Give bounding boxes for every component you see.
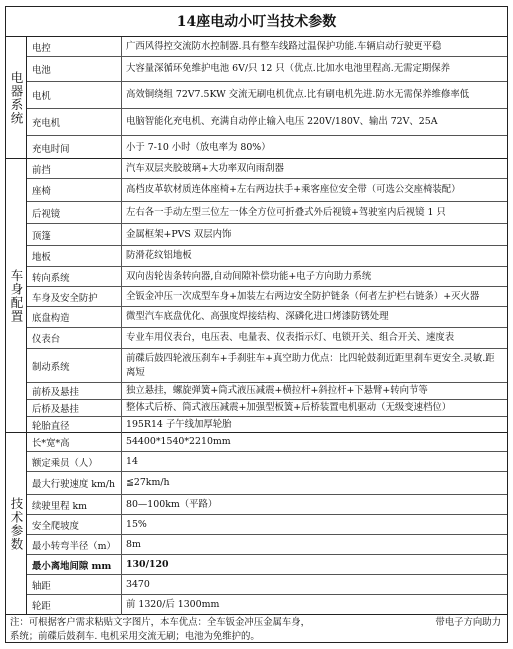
table-row: 轮距 前 1320/后 1300mm <box>27 595 507 615</box>
table-row: 续驶里程 km 80—100km（平路） <box>27 495 507 515</box>
table-row: 轮胎直径 195R14 子午线加厚轮胎 <box>27 417 507 433</box>
section-tech-params <box>6 433 507 615</box>
document-title: 14座电动小叮当技术参数 <box>6 7 507 37</box>
section-label: 车身配置 <box>6 159 27 432</box>
table-row: 额定乘员（人） 14 <box>27 452 507 472</box>
footnote <box>6 615 507 644</box>
footnote-line1: 注：可根据客户需求粘贴文字图片，本车优点：全车钣金冲压金属车身， <box>10 617 311 628</box>
table-row: 电机 高效铜绕组 72V7.5KW 交流无刷电机优点.比有刷电机先进.防水无需保养维修率低 <box>27 82 507 109</box>
table-row: 长*宽*高 54400*1540*2210mm <box>27 433 507 452</box>
table-row: 电池 大容量深循环免维护电池 6V/只 12 只（优点.比加水电池里程高.无需定期保养 <box>27 57 507 82</box>
section-label: 技术参数 <box>6 433 27 614</box>
table-row: 顶篷 金属框架+PVS 双层内饰 <box>27 224 507 246</box>
table-row: 制动系统 前碟后鼓四轮液压刹车+手刹驻车+真空助力优点：比四轮鼓刹近距里刹车更安全.灵敏.距离短 <box>27 349 507 383</box>
table-row: 充电机 电脑智能化充电机、充满自动停止输入电压 220V/180V、输出 72V、25A <box>27 109 507 136</box>
section-body-config <box>6 159 507 433</box>
table-row: 最小转弯半径（m） 8m <box>27 535 507 555</box>
table-row: 充电时间 小于 7-10 小时（放电率为 80%） <box>27 136 507 159</box>
spec-sheet <box>5 6 508 643</box>
table-row: 后桥及悬挂 整体式后桥、筒式液压减震+加强型板簧+后桥装置电机驱动（无级变速档位） <box>27 400 507 417</box>
table-row: 底盘构造 微型汽车底盘优化、高强度焊接结构、深磷化进口烤漆防锈处理 <box>27 307 507 328</box>
table-row: 座椅 高档皮革软材质连体座椅+左右两边扶手+乘客座位安全带（可选公交座椅装配） <box>27 179 507 202</box>
footnote-line2: 系统；前碟后鼓刹车. 电机采用交流无刷；电池为免维护的。 <box>10 631 260 642</box>
section-label: 电器系统 <box>6 37 27 158</box>
table-row: 轴距 3470 <box>27 575 507 595</box>
table-row: 安全爬坡度 15% <box>27 515 507 535</box>
section-electrical <box>6 37 507 159</box>
table-row: 后视镜 左右各一手动左型三位左一体全方位可折叠式外后视镜+驾驶室内后视镜 1 只 <box>27 202 507 224</box>
table-row: 地板 防滑花纹铝地板 <box>27 246 507 267</box>
table-row: 仪表台 专业车用仪表台，电压表、电量表、仪表指示灯、电锁开关、组合开关、速度表 <box>27 328 507 349</box>
table-row: 前桥及悬挂 独立悬挂，螺旋弹簧+筒式液压减震+横拉杆+斜拉杆+下悬臂+转向节等 <box>27 383 507 400</box>
table-row: 最大行驶速度 km/h ≦27km/h <box>27 472 507 495</box>
table-row: 车身及安全防护 全钣金冲压一次成型车身+加装左右两边安全防护链条（何者左护栏右链条）+灭火器 <box>27 287 507 307</box>
table-row: 最小离地间隙 mm 130/120 <box>27 555 507 575</box>
table-row: 电控 广西风得控交流防水控制器.具有整车线路过温保护功能.车辆启动行驶更平稳 <box>27 37 507 57</box>
footnote-line1-right: 带电子方向助力 <box>435 617 501 628</box>
table-row: 前挡 汽车双层夹胶玻璃+大功率双向雨刮器 <box>27 159 507 179</box>
table-row: 转向系统 双向齿轮齿条转向器,自动间隙补偿功能+电子方向助力系统 <box>27 267 507 287</box>
